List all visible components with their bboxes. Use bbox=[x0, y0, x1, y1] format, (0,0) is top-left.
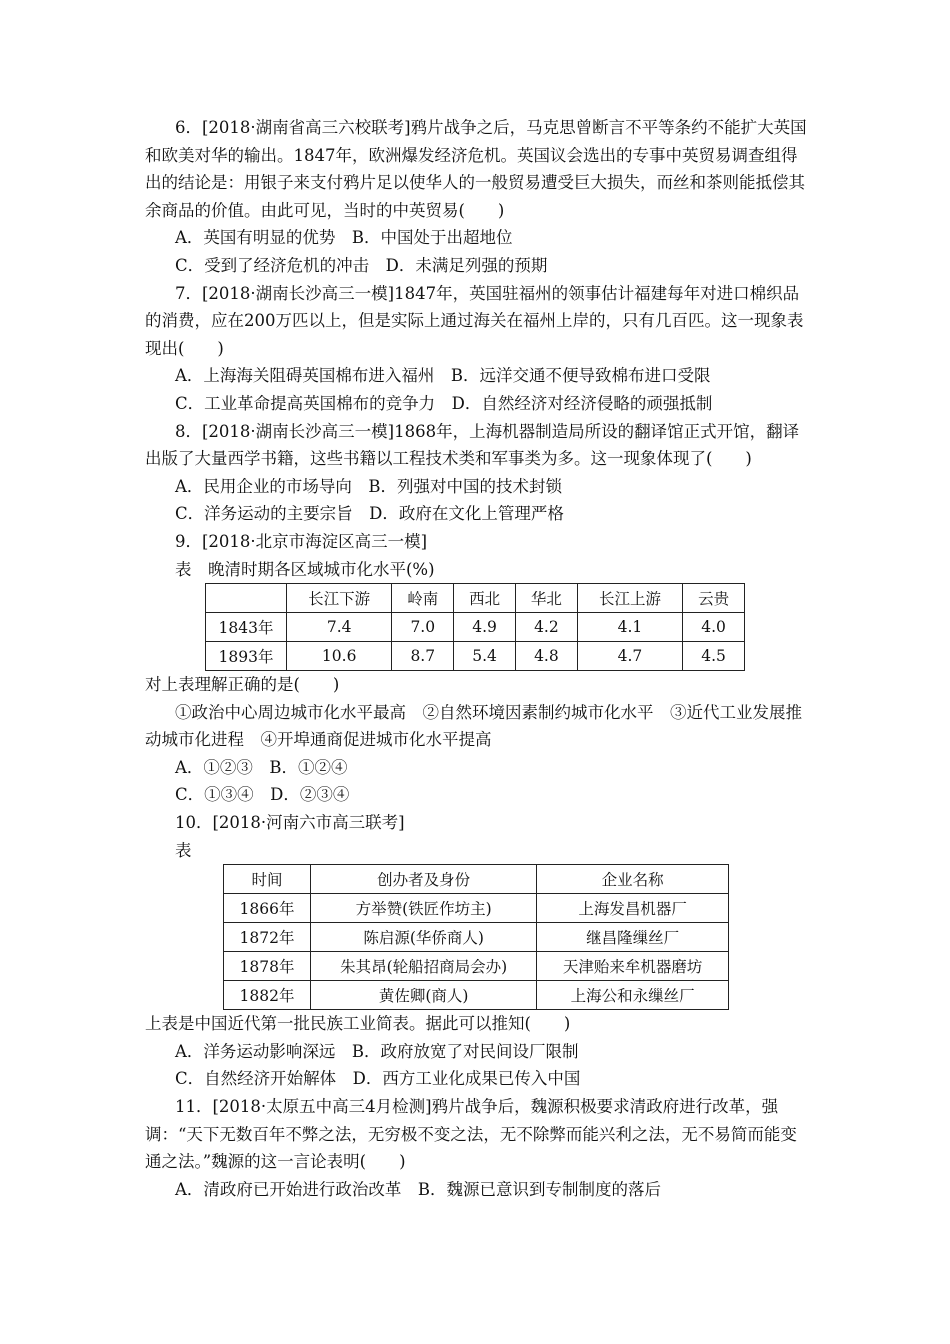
table-row bbox=[224, 894, 729, 923]
table-cell: 1882年 bbox=[224, 981, 311, 1010]
table-header-cell: 华北 bbox=[515, 584, 577, 613]
table-cell: 1866年 bbox=[224, 894, 311, 923]
table-cell: 朱其昂(轮船招商局会办) bbox=[311, 952, 537, 981]
table-row bbox=[224, 923, 729, 952]
table-cell: 上海发昌机器厂 bbox=[537, 894, 729, 923]
q8-options-cd: C．洋务运动的主要宗旨 D．政府在文化上管理严格 bbox=[175, 504, 564, 524]
exam-page bbox=[145, 114, 810, 1203]
table-cell: 1843年 bbox=[206, 613, 287, 642]
table-header-cell: 时间 bbox=[224, 865, 311, 894]
q8-options-ab: A．民用企业的市场导向 B．列强对中国的技术封锁 bbox=[175, 476, 563, 496]
table-cell: 1893年 bbox=[206, 642, 287, 671]
table-row bbox=[224, 952, 729, 981]
table-cell: 1872年 bbox=[224, 923, 311, 952]
q7-stem: 7．[2018·湖南长沙高三一模]1847年，英国驻福州的领事估计福建每年对进口棉织品的消费，应在200万匹以上，但是实际上通过海关在福州上岸的，只有几百匹。这一现象表现出( ) bbox=[145, 283, 804, 358]
q9-statements: ①政治中心周边城市化水平最高 ②自然环境因素制约城市化水平 ③近代工业发展推动城市化进程 ④开埠通商促进城市化水平提高 bbox=[145, 702, 802, 750]
table-header-cell: 创办者及身份 bbox=[311, 865, 537, 894]
q9-question: 对上表理解正确的是( ) bbox=[145, 675, 340, 695]
table-cell: 陈启源(华侨商人) bbox=[311, 923, 537, 952]
table-cell: 10.6 bbox=[287, 642, 392, 671]
table-header-cell: 岭南 bbox=[392, 584, 454, 613]
q10-source: 10．[2018·河南六市高三联考] bbox=[175, 813, 405, 833]
table-header-cell: 长江上游 bbox=[577, 584, 682, 613]
table-header-cell: 西北 bbox=[454, 584, 516, 613]
table-cell: 天津贻来牟机器磨坊 bbox=[537, 952, 729, 981]
q9-options-cd: C．①③④ D．②③④ bbox=[175, 785, 350, 805]
urbanization-table bbox=[205, 583, 745, 671]
table-cell: 4.0 bbox=[683, 613, 745, 642]
q6-options-ab: A．英国有明显的优势 B．中国处于出超地位 bbox=[175, 228, 513, 248]
table-cell: 5.4 bbox=[454, 642, 516, 671]
table-cell: 4.9 bbox=[454, 613, 516, 642]
table-cell: 4.2 bbox=[515, 613, 577, 642]
table-cell: 1878年 bbox=[224, 952, 311, 981]
table-cell: 8.7 bbox=[392, 642, 454, 671]
table-cell: 4.1 bbox=[577, 613, 682, 642]
industry-table bbox=[223, 864, 729, 1010]
table-cell: 4.8 bbox=[515, 642, 577, 671]
table-header-cell: 长江下游 bbox=[287, 584, 392, 613]
table-cell: 继昌隆缫丝厂 bbox=[537, 923, 729, 952]
table-cell: 4.5 bbox=[683, 642, 745, 671]
q6-options-cd: C．受到了经济危机的冲击 D．未满足列强的预期 bbox=[175, 255, 548, 275]
q10-table-caption: 表 bbox=[175, 840, 192, 860]
q9-options-ab: A．①②③ B．①②④ bbox=[175, 757, 348, 777]
q9-source: 9．[2018·北京市海淀区高三一模] bbox=[175, 531, 428, 551]
q9-table-caption: 表 晚清时期各区域城市化水平(%) bbox=[175, 559, 435, 579]
table-header-cell: 企业名称 bbox=[537, 865, 729, 894]
table-row bbox=[206, 613, 745, 642]
table-cell: 4.7 bbox=[577, 642, 682, 671]
table-header-row bbox=[206, 584, 745, 613]
q10-options-ab: A．洋务运动影响深远 B．政府放宽了对民间设厂限制 bbox=[175, 1041, 579, 1061]
table-cell: 黄佐卿(商人) bbox=[311, 981, 537, 1010]
table-row bbox=[206, 642, 745, 671]
table-header-cell bbox=[206, 584, 287, 613]
q10-options-cd: C．自然经济开始解体 D．西方工业化成果已传入中国 bbox=[175, 1069, 581, 1089]
q6-stem: 6．[2018·湖南省高三六校联考]鸦片战争之后，马克思曾断言不平等条约不能扩大英国和欧美对华的输出。1847年，欧洲爆发经济危机。英国议会选出的专事中英贸易调查组得出的结论是：用银子来支付鸦片足以使华人的一般贸易遭受巨大损失，而丝和茶则能抵偿其余商品的价值。由此可见，当时的中英贸易( ) bbox=[145, 118, 807, 220]
table-header-cell: 云贵 bbox=[683, 584, 745, 613]
q8-stem: 8．[2018·湖南长沙高三一模]1868年，上海机器制造局所设的翻译馆正式开馆，翻译出版了大量西学书籍，这些书籍以工程技术类和军事类为多。这一现象体现了( ) bbox=[145, 421, 800, 469]
table-header-row bbox=[224, 865, 729, 894]
table-cell: 方举赞(铁匠作坊主) bbox=[311, 894, 537, 923]
q10-question: 上表是中国近代第一批民族工业简表。据此可以推知( ) bbox=[145, 1014, 571, 1034]
q11-stem: 11．[2018·太原五中高三4月检测]鸦片战争后，魏源积极要求清政府进行改革，强调：“天下无数百年不弊之法，无穷极不变之法，无不除弊而能兴利之法，无不易简而能变通之法。”魏源的这一言论表明( ) bbox=[145, 1097, 797, 1172]
q11-options-ab: A．清政府已开始进行政治改革 B．魏源已意识到专制制度的落后 bbox=[175, 1179, 662, 1199]
table-cell: 7.0 bbox=[392, 613, 454, 642]
table-row bbox=[224, 981, 729, 1010]
table-cell: 上海公和永缫丝厂 bbox=[537, 981, 729, 1010]
q7-options-ab: A．上海海关阻碍英国棉布进入福州 B．远洋交通不便导致棉布进口受限 bbox=[175, 366, 711, 386]
q7-options-cd: C．工业革命提高英国棉布的竞争力 D．自然经济对经济侵略的顽强抵制 bbox=[175, 393, 713, 413]
table-cell: 7.4 bbox=[287, 613, 392, 642]
